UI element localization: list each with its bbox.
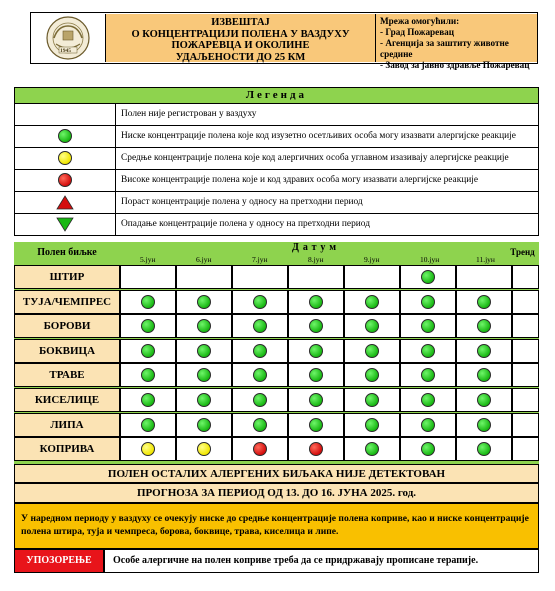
green-dot-icon <box>58 129 72 143</box>
green-dot-icon <box>309 368 323 382</box>
level-cell <box>288 413 344 437</box>
green-dot-icon <box>141 393 155 407</box>
level-cell <box>344 265 400 289</box>
yellow-dot-icon <box>197 442 211 456</box>
level-cell <box>456 314 512 338</box>
level-cell <box>120 265 176 289</box>
legend-icon-cell <box>15 104 116 125</box>
level-cell <box>400 388 456 412</box>
forecast-note: У наредном периоду у ваздуху се очекују ниске до средње концентрације полена коприве, као и ниске концентрације полена штира, туја и чемпреса, борова, боквице, трава, киселица и липе. <box>14 503 539 549</box>
plant-name: КИСЕЛИЦЕ <box>14 388 120 412</box>
column-header-trend: Тренд <box>510 247 535 257</box>
date-label: 7.јун <box>252 255 268 264</box>
partners-title: Мрежа омогућили: <box>380 16 460 26</box>
legend-text: Пораст концентрације полена у односу на претходни период <box>121 197 363 207</box>
green-dot-icon <box>421 418 435 432</box>
level-cell <box>176 265 232 289</box>
legend-icon-cell <box>15 192 116 213</box>
level-cell <box>120 314 176 338</box>
green-dot-icon <box>197 368 211 382</box>
legend-row <box>14 126 539 148</box>
institute-seal-icon <box>32 14 104 62</box>
legend-row <box>14 104 539 126</box>
level-cell <box>456 265 512 289</box>
level-cell <box>120 388 176 412</box>
red-dot-icon <box>309 442 323 456</box>
green-dot-icon <box>421 319 435 333</box>
plant-name: ЛИПА <box>14 413 120 437</box>
green-dot-icon <box>421 344 435 358</box>
green-dot-icon <box>309 295 323 309</box>
legend-text: Полен није регистрован у ваздуху <box>121 109 257 119</box>
green-dot-icon <box>197 418 211 432</box>
legend-icon-cell <box>15 126 116 147</box>
level-cell <box>232 339 288 363</box>
partner-item: - Завод за јавно здравље Пожаревац <box>380 60 530 70</box>
green-dot-icon <box>365 319 379 333</box>
green-dot-icon <box>253 368 267 382</box>
legend-text: Високе концентрације полена које и код здравих особа могу изазвати алергијске реакције <box>121 175 479 185</box>
title-line: УДАЉЕНОСТИ ДО 25 КМ <box>175 51 306 63</box>
green-dot-icon <box>421 295 435 309</box>
level-cell <box>400 363 456 387</box>
date-label: 6.јун <box>196 255 212 264</box>
green-dot-icon <box>141 344 155 358</box>
title-line: ПОЖАРЕВЦА И ОКОЛИНЕ <box>171 40 310 51</box>
legend-title: Легенда <box>14 87 539 104</box>
green-dot-icon <box>309 393 323 407</box>
warning-label: УПОЗОРЕЊЕ <box>14 549 104 573</box>
other-allergens-bar: ПОЛЕН ОСТАЛИХ АЛЕРГЕНИХ БИЉАКА НИЈЕ ДЕТЕКТОВАН <box>14 464 539 483</box>
level-cell <box>232 363 288 387</box>
green-dot-icon <box>421 393 435 407</box>
pollen-table <box>14 242 539 464</box>
level-cell <box>344 314 400 338</box>
plant-name: БОКВИЦА <box>14 339 120 363</box>
level-cell <box>400 437 456 461</box>
level-cell <box>456 290 512 314</box>
green-dot-icon <box>365 393 379 407</box>
green-dot-icon <box>253 393 267 407</box>
green-dot-icon <box>421 270 435 284</box>
green-dot-icon <box>253 418 267 432</box>
green-dot-icon <box>141 319 155 333</box>
green-dot-icon <box>141 418 155 432</box>
legend-icon-cell <box>15 170 116 191</box>
green-dot-icon <box>141 368 155 382</box>
level-cell <box>288 339 344 363</box>
level-cell <box>344 290 400 314</box>
date-label: 10.јун <box>420 255 440 264</box>
legend-text: Опадање концентрације полена у односу на претходни период <box>121 219 370 229</box>
level-cell <box>232 265 288 289</box>
level-cell <box>344 437 400 461</box>
partner-item: - Агенција за заштиту животне средине <box>380 38 509 59</box>
date-label: 11.јун <box>476 255 495 264</box>
green-dot-icon <box>365 442 379 456</box>
partners-box <box>376 14 537 70</box>
trend-cell <box>512 437 539 461</box>
level-cell <box>232 413 288 437</box>
green-dot-icon <box>365 418 379 432</box>
legend-icon-cell <box>15 214 116 235</box>
legend-text: Ниске концентрације полена које код изузетно осетљивих особа могу изазвати алергијске реакције <box>121 131 516 141</box>
level-cell <box>344 339 400 363</box>
level-cell <box>176 388 232 412</box>
level-cell <box>120 413 176 437</box>
trend-cell <box>512 265 539 289</box>
green-dot-icon <box>477 295 491 309</box>
level-cell <box>176 290 232 314</box>
level-cell <box>288 314 344 338</box>
level-cell <box>176 413 232 437</box>
green-triangle-down-icon <box>56 217 74 232</box>
plant-name: ТРАВЕ <box>14 363 120 387</box>
level-cell <box>456 437 512 461</box>
green-dot-icon <box>477 393 491 407</box>
report-title <box>106 14 376 62</box>
logo <box>32 14 106 62</box>
green-dot-icon <box>421 368 435 382</box>
logo-year: 1945 <box>60 48 71 54</box>
red-triangle-up-icon <box>56 195 74 210</box>
level-cell <box>232 290 288 314</box>
trend-cell <box>512 413 539 437</box>
date-label: 8.јун <box>308 255 324 264</box>
level-cell <box>456 363 512 387</box>
green-dot-icon <box>253 319 267 333</box>
green-dot-icon <box>477 368 491 382</box>
trend-cell <box>512 314 539 338</box>
level-cell <box>120 339 176 363</box>
title-line: ИЗВЕШТАЈ <box>211 17 270 28</box>
green-dot-icon <box>309 418 323 432</box>
level-cell <box>400 339 456 363</box>
level-cell <box>344 413 400 437</box>
date-row <box>120 255 512 265</box>
level-cell <box>176 363 232 387</box>
date-label: 5.јун <box>140 255 156 264</box>
partner-item: - Град Пожаревац <box>380 27 455 37</box>
green-dot-icon <box>197 393 211 407</box>
level-cell <box>456 339 512 363</box>
plant-name: ТУЈА/ЧЕМПРЕС <box>14 290 120 314</box>
green-dot-icon <box>141 295 155 309</box>
green-dot-icon <box>197 295 211 309</box>
green-dot-icon <box>197 319 211 333</box>
legend-text: Средње концентрације полена које код алергичних особа углавном изазивају алергијске реакције <box>121 153 509 163</box>
green-dot-icon <box>309 319 323 333</box>
green-dot-icon <box>253 344 267 358</box>
level-cell <box>288 265 344 289</box>
trend-cell <box>512 388 539 412</box>
yellow-dot-icon <box>58 151 72 165</box>
legend-row <box>14 170 539 192</box>
green-dot-icon <box>309 344 323 358</box>
green-dot-icon <box>477 418 491 432</box>
plant-name: ШТИР <box>14 265 120 289</box>
level-cell <box>120 437 176 461</box>
level-cell <box>288 290 344 314</box>
level-cell <box>456 413 512 437</box>
level-cell <box>400 290 456 314</box>
level-cell <box>120 290 176 314</box>
legend-row <box>14 214 539 236</box>
level-cell <box>232 437 288 461</box>
date-label: 9.јун <box>364 255 380 264</box>
level-cell <box>120 363 176 387</box>
level-cell <box>288 388 344 412</box>
level-cell <box>232 314 288 338</box>
level-cell <box>232 388 288 412</box>
level-cell <box>288 363 344 387</box>
level-cell <box>456 388 512 412</box>
legend-icon-cell <box>15 148 116 169</box>
green-dot-icon <box>365 368 379 382</box>
plant-name: КОПРИВА <box>14 437 120 461</box>
green-dot-icon <box>365 295 379 309</box>
trend-cell <box>512 363 539 387</box>
legend-row <box>14 148 539 170</box>
green-dot-icon <box>477 344 491 358</box>
green-dot-icon <box>477 319 491 333</box>
level-cell <box>400 314 456 338</box>
level-cell <box>344 388 400 412</box>
level-cell <box>400 265 456 289</box>
green-dot-icon <box>197 344 211 358</box>
trend-cell <box>512 290 539 314</box>
green-dot-icon <box>365 344 379 358</box>
warning-text: Особе алергичне на полен коприве треба да се придржавају прописане терапије. <box>104 549 539 573</box>
green-dot-icon <box>477 442 491 456</box>
red-dot-icon <box>58 173 72 187</box>
title-line: О КОНЦЕНТРАЦИЈИ ПОЛЕНА У ВАЗДУХУ <box>131 28 350 40</box>
column-header-date: Датум <box>291 242 341 253</box>
green-dot-icon <box>421 442 435 456</box>
red-dot-icon <box>253 442 267 456</box>
report-header <box>30 12 538 70</box>
green-dot-icon <box>253 295 267 309</box>
level-cell <box>344 363 400 387</box>
forecast-bar: ПРОГНОЗА ЗА ПЕРИОД ОД 13. ДО 16. ЈУНА 2025. год. <box>14 483 539 503</box>
level-cell <box>288 437 344 461</box>
level-cell <box>176 437 232 461</box>
legend-row <box>14 192 539 214</box>
column-header-plant: Полен биљке <box>37 247 97 258</box>
level-cell <box>176 339 232 363</box>
trend-cell <box>512 339 539 363</box>
level-cell <box>400 413 456 437</box>
plant-name: БОРОВИ <box>14 314 120 338</box>
yellow-dot-icon <box>141 442 155 456</box>
level-cell <box>176 314 232 338</box>
